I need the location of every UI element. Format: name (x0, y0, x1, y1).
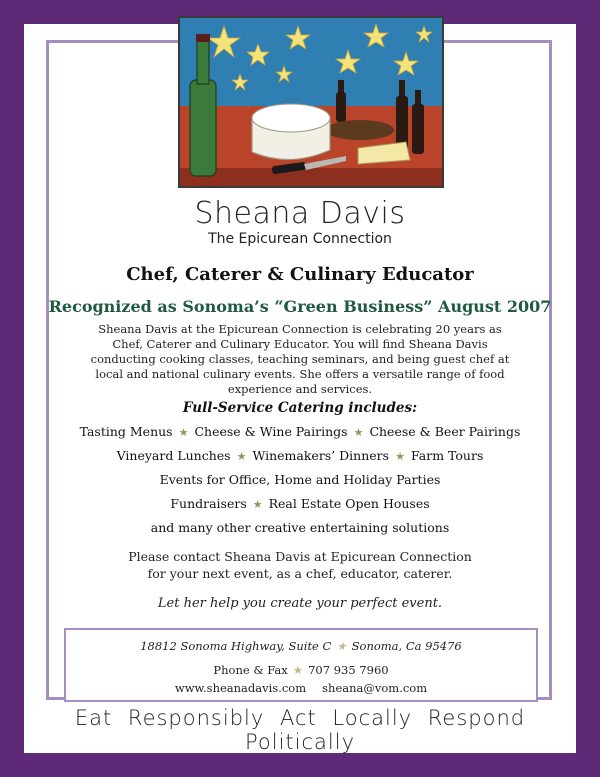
phone-label: Phone & Fax (213, 663, 288, 677)
contact-line-2: for your next event, as a chef, educator, caterer. (147, 566, 453, 581)
contact-line-1: Please contact Sheana Davis at Epicurean Connection (128, 549, 472, 564)
services-row-2 (24, 448, 576, 463)
service-item: Tasting Menus (79, 424, 173, 439)
intro-paragraph: Sheana Davis at the Epicurean Connection is celebrating 20 years as Chef, Caterer and Culinary Educator. You will find Sheana Davis conducting cooking classes, teaching seminars, and being guest chef at local and national culinary events. She offers a versatile range of food experience and services. (90, 322, 510, 396)
phone-line (66, 663, 536, 677)
star-icon: ★ (178, 426, 189, 439)
star-icon: ★ (252, 498, 263, 511)
business-name: The Epicurean Connection (208, 231, 392, 247)
service-item: Vineyard Lunches (116, 448, 231, 463)
star-icon: ★ (395, 450, 405, 463)
services-row-4 (24, 496, 576, 511)
address-line (66, 639, 536, 653)
street-address: 18812 Sonoma Highway, Suite C (140, 639, 332, 653)
address-box (64, 628, 538, 702)
star-icon: ★ (336, 639, 347, 653)
service-item: Real Estate Open Houses (268, 496, 430, 511)
tagline: Let her help you create your perfect event. (157, 596, 443, 611)
star-icon: ★ (236, 450, 247, 463)
service-item: Fundraisers (170, 496, 247, 511)
owner-name: Sheana Davis (194, 196, 406, 231)
contact-text (24, 548, 576, 582)
service-item: Farm Tours (410, 448, 484, 463)
star-icon: ★ (353, 426, 364, 439)
services-row-1 (24, 424, 576, 439)
city-address: Sonoma, Ca 95476 (351, 639, 462, 653)
phone-number: 707 935 7960 (308, 663, 389, 677)
cheese-wine-painting (178, 16, 444, 188)
services-row-3: Events for Office, Home and Holiday Parties (159, 472, 441, 487)
service-item: Cheese & Beer Pairings (369, 424, 521, 439)
headline: Chef, Caterer & Culinary Educator (126, 264, 474, 285)
service-item: Cheese & Wine Pairings (194, 424, 348, 439)
flyer-page (24, 24, 576, 753)
web-line (66, 681, 536, 695)
star-icon: ★ (292, 663, 304, 677)
recognition-line: Recognized as Sonoma’s “Green Business” August 2007 (48, 297, 552, 316)
services-row-5: and many other creative entertaining solutions (150, 520, 450, 535)
motto: Eat Responsibly Act Locally Respond Politically (74, 706, 526, 754)
catering-heading: Full-Service Catering includes: (182, 400, 418, 416)
website-link[interactable]: www.sheanadavis.com (174, 681, 307, 695)
service-item: Winemakers’ Dinners (252, 448, 390, 463)
email-link[interactable]: sheana@vom.com (322, 681, 428, 695)
